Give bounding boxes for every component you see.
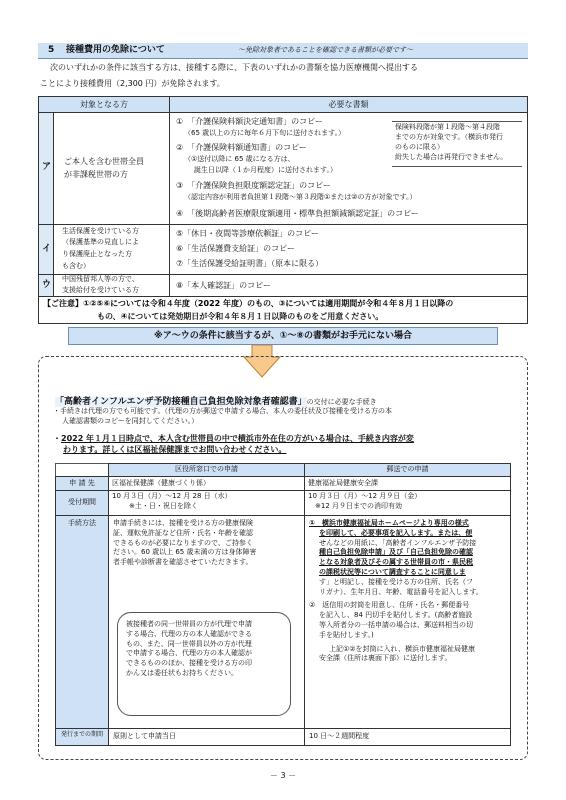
- condition-banner: ※ア～ウの条件に該当するが、①～⑧の書類がお手元にない場合: [68, 327, 498, 345]
- pt-apply-mail: 健康福祉局健康安全課: [304, 476, 511, 491]
- row-a-docs: [169, 112, 528, 225]
- section-number: 5: [48, 45, 55, 55]
- section-subtitle: ～免除対象者であることを確認できる書類が必要です～: [238, 46, 413, 54]
- pt-label-apply: 申 請 先: [55, 476, 109, 491]
- bracket-note: 保険料段階が第１段階～第４段階 までの方が対象です。（横浜市発行 のものに限る） 紛失した場合は再発行できません。: [392, 121, 522, 167]
- proxy-note: 被接種者の同一世帯員の方が代理で申請 する場合、代理の方の本人確認ができる もの、また、同一世帯員以外の方が代理 で申請する場合、代理の方の本人確認が できるもののほか、接種を受ける方の印 かん又は委任状もお持ちください。: [117, 612, 291, 716]
- pt-header-window: 区役所窓口での申請: [108, 463, 305, 477]
- row-i-letter: イ: [38, 224, 54, 275]
- pt-label-period: 受付期間: [55, 490, 109, 516]
- pt-header-mail: 郵送での申請: [304, 463, 511, 477]
- row-i-docs: [169, 224, 528, 275]
- pt-apply-window: 区福祉保健課（健康づくり係）: [108, 476, 305, 491]
- doc-8: ⑧「本人確認証」のコピー: [176, 281, 271, 290]
- pt-corner: [55, 463, 109, 477]
- doc-2-note-b: 誕生日以降（１か月程度）に送付されます。）: [194, 166, 337, 174]
- row-u-target: 中国残留邦人等の方で、 支援給付を受けている方: [53, 274, 170, 297]
- row-a-target: ご本人を含む世帯全員 が非課税世帯の方: [53, 112, 170, 225]
- doc-1-note: （65 歳以上の方に毎年６月下旬に送付されます。）: [184, 129, 346, 137]
- pt-label-method: 手続方法: [55, 515, 109, 729]
- pt-label-issue: 発行までの期間: [55, 728, 109, 746]
- doc-3-note: （認定内容が利用者負担第１段階～第３段階①または②の方が対象です。）: [184, 193, 417, 201]
- procedure-title: 「高齢者インフルエンザ予防接種自己負担免除対象者確認書」の交付に必要な手続き: [55, 397, 377, 407]
- pt-period-mail: 10 月３日（月）～12 月９日（金） ※12 月９日までの消印有効: [304, 490, 511, 516]
- row-u-docs: [169, 274, 528, 297]
- page-number: － 3 －: [269, 771, 297, 780]
- intro-line-1: 次のいずれかの条件に該当する方は、接種する際に、下表のいずれかの書類を協力医療機関へ提出する: [50, 63, 418, 72]
- doc-1: ① 「介護保険料額決定通知書」のコピー: [176, 117, 323, 126]
- doc-2-note-a: （①送付以降に 65 歳になる方は、: [184, 155, 295, 163]
- table-header-target: 対象となる方: [38, 96, 170, 113]
- section-header: [38, 43, 528, 59]
- pt-method-mail: ① 横浜市健康福祉局ホームページより専用の様式 を印刷して、必要事項を記入します。または、便 せんなどの用紙に、「高齢者インフルエンザ予防接 種自己負担免除申請」及び「自己負担免除の確認 となる対象者及びその属する世帯員の市・県民税 の課税状況等について調査することに同意しま す」と明記し、接種を受ける方の住所、氏名（フ リガナ）、生年月日、年齢、電話番号を記入します。 ② 返信用の封筒を用意し、住所・氏名・郵便番号 を記入し、84 円切手を貼付します。(高齢者施設 等入所者分の一括申請の場合は、郵送料相当の切 手を貼付します。) 上記①②を封筒に入れ、横浜市健康福祉局健康 安全課（住所は裏面下部）に送付します。: [304, 515, 511, 729]
- bullet-2: ・2022 年１月１日時点で、本人含む世帯員の中で横浜市外在住の方がいる場合は、手続き内容が変 わります。詳しくは区福祉保健課までお問い合わせください。: [53, 434, 414, 455]
- doc-3: ③ 「介護保険負担限度額認定証」のコピー: [176, 181, 331, 190]
- table-header-docs: 必要な書類: [169, 96, 528, 113]
- row-i-target: 生活保護を受けている方 （保護基準の見直しによ り保護廃止となった方 も含む）: [53, 224, 170, 275]
- procedure-box: [38, 356, 528, 760]
- pt-method-window: 申請手続きには、接種を受ける方の健康保険 証、運転免許証など住所・氏名・年齢を確認 できるものが必要になりますので、ご持参く ださい。60 歳以上 65 歳未満の方は身体障害 者手帳や診断書を確認させていただきます。 被接種者の同一世帯員の方が代理で申請 する場合、代理の方の本人確認ができる もの、また、同一世帯員以外の方が代理 で申請する場合、代理の方の本人確認が できるもののほか、接種を受ける方の印 かん又は委任状もお持ちください。: [108, 515, 305, 729]
- row-u-letter: ウ: [38, 274, 54, 297]
- pt-issue-window: 原則として申請当日: [108, 728, 305, 746]
- intro-line-2: ことにより接種費用（2,300 円）が免除されます。: [40, 79, 225, 88]
- procedure-table: [55, 463, 511, 753]
- pt-period-window: 10 月３日（月）～12 月 28 日（水） ※土・日・祝日を除く: [108, 490, 305, 516]
- eligibility-table: [38, 96, 528, 314]
- pt-issue-mail: 10 日～２週間程度: [304, 728, 511, 746]
- doc-4: ④ 「後期高齢者医療限度額適用・標準負担額減額認定証」のコピー: [176, 209, 419, 218]
- row-a-letter: ア: [38, 112, 54, 225]
- doc-2: ② 「介護保険料額通知書」のコピー: [176, 143, 307, 152]
- doc-7: ⑦「生活保護受給証明書」（原本に限る）: [176, 259, 324, 268]
- notice-box: 【ご注意】①②⑤⑥については令和４年度（2022 年度）のもの、③については適用期間が令和４年８月１日以降の もの、④については発効期日が令和４年８月１日以降のものをご用意ください。: [38, 296, 528, 324]
- doc-6: ⑥「生活保護費支給証」のコピー: [176, 244, 295, 253]
- doc-5: ⑤「休日・夜間等診療依頼証」のコピー: [176, 229, 319, 238]
- bullet-1: ・手続きは代理の方でも可能です。（代理の方が郵送で申請する場合、本人の委任状及び接種を受ける方の本 人確認書類のコピーを同封してください。）: [53, 407, 392, 425]
- section-title: 接種費用の免除について: [66, 45, 165, 55]
